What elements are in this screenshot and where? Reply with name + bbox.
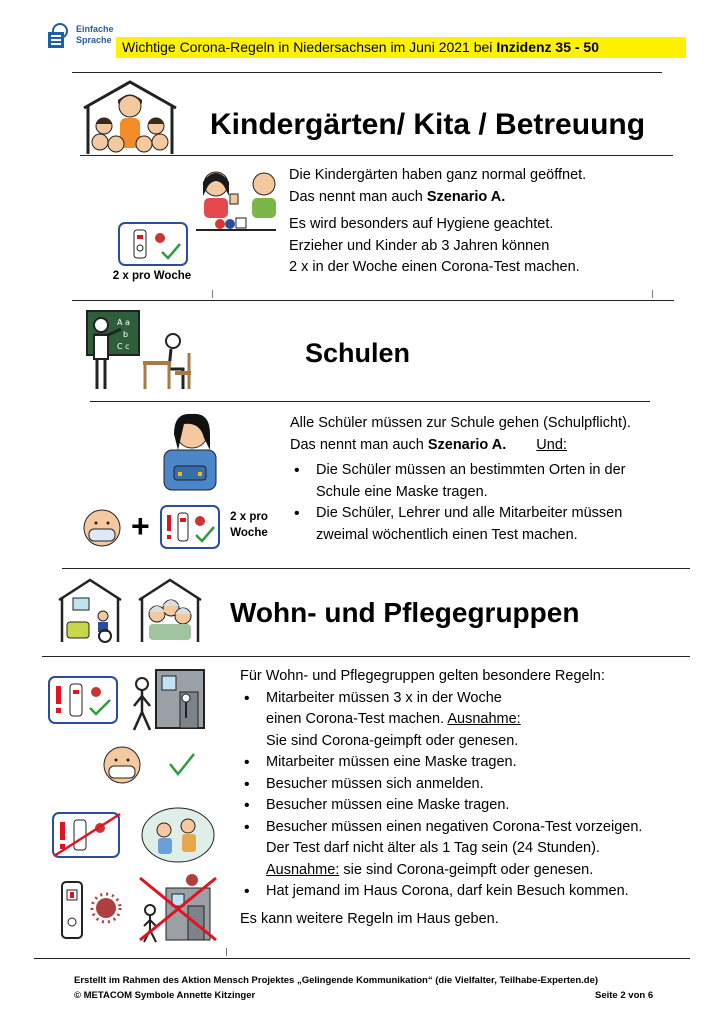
list-item: • Mitarbeiter müssen eine Maske tragen.	[240, 752, 642, 774]
banner-incidence: Inzidenz 35 - 50	[496, 39, 600, 55]
kita-house-icon	[80, 78, 180, 156]
schulen-und: Und:	[536, 436, 567, 453]
page-number: Seite 2 von 6	[595, 990, 654, 1001]
divider	[62, 568, 690, 569]
wohn-bullets	[240, 688, 642, 903]
divider	[90, 401, 650, 402]
svg-text:A a: A a	[117, 318, 130, 327]
schulen-text	[290, 413, 631, 546]
divider	[72, 72, 662, 73]
kita-title: Kindergärten/ Kita / Betreuung	[210, 108, 646, 141]
crossed-test-icon	[52, 812, 122, 858]
logo-text-line-2: Sprache	[76, 35, 112, 45]
footer-credit: Erstellt im Rahmen des Aktion Mensch Projektes „Gelingende Kommunikation“ (die Vielfalter, Teilhabe-Experten.de)	[74, 975, 599, 986]
logo-text	[76, 24, 114, 46]
kita-line-1: Die Kindergärten haben ganz normal geöffnet.	[289, 167, 587, 183]
divider	[34, 958, 690, 959]
masked-face-icon	[98, 745, 148, 785]
schulen-line-2: Das nennt man auch Szenario A. Und:	[290, 436, 567, 453]
wohn-test-icon	[48, 676, 118, 724]
wohn-intro: Für Wohn- und Pflegegruppen gelten besondere Regeln:	[240, 668, 605, 684]
teacher-classroom-icon	[85, 305, 195, 393]
svg-text:b: b	[123, 330, 129, 339]
logo-text-line-1: Einfache	[76, 24, 114, 34]
kita-line-5: 2 x in der Woche einen Corona-Test machen.	[289, 259, 580, 275]
kita-line-2: Das nennt man auch Szenario A.	[289, 188, 506, 205]
tick-mark	[212, 290, 213, 298]
kita-line-3: Es wird besonders auf Hygiene geachtet.	[289, 216, 554, 232]
divider	[80, 155, 673, 156]
wohn-outro: Es kann weitere Regeln im Haus geben.	[240, 910, 499, 927]
list-item: • Die Schüler, Lehrer und alle Mitarbeiter müssen zweimal wöchentlich einen Test machen.	[290, 503, 631, 546]
kita-test-icon	[118, 222, 188, 266]
kita-line-4: Erzieher und Kinder ab 3 Jahren können	[289, 237, 550, 254]
plus-icon: +	[131, 508, 150, 544]
schulen-title: Schulen	[305, 338, 411, 368]
visitors-icon	[140, 806, 216, 864]
staff-door-icon	[128, 668, 208, 734]
list-item: • Mitarbeiter müssen 3 x in der Woche einen Corona-Test machen. Ausnahme: Sie sind Corona-geimpft oder genesen.	[240, 688, 642, 753]
check-icon	[168, 752, 196, 778]
wohn-title: Wohn- und Pflegegruppen	[230, 597, 580, 628]
einfache-sprache-logo	[46, 22, 116, 52]
divider	[42, 656, 690, 657]
wohngruppe-house-icon	[57, 578, 123, 644]
list-item: • Besucher müssen eine Maske tragen.	[240, 795, 642, 817]
tick-mark	[226, 948, 227, 956]
no-visit-icon	[136, 872, 220, 944]
schulen-test-caption: 2 x pro Woche	[230, 511, 268, 539]
list-item: • Besucher müssen sich anmelden.	[240, 774, 642, 796]
tick-mark	[652, 290, 653, 298]
footer-copyright: © METACOM Symbole Annette Kitzinger	[74, 990, 256, 1001]
schulen-line-1: Alle Schüler müssen zur Schule gehen (Schulpflicht).	[290, 415, 631, 431]
list-item: • Die Schüler müssen an bestimmten Orten in der Schule eine Maske tragen.	[290, 460, 631, 503]
header-banner	[116, 37, 686, 58]
banner-text: Wichtige Corona-Regeln in Niedersachsen im Juni 2021 bei	[122, 39, 497, 55]
pupil-backpack-icon	[160, 410, 220, 492]
svg-text:C c: C c	[117, 342, 130, 351]
schulen-bullets	[290, 460, 631, 546]
kita-text	[289, 165, 586, 279]
divider	[72, 300, 674, 301]
kita-scenario: Szenario A.	[426, 188, 506, 205]
list-item: • Besucher müssen einen negativen Corona-Test vorzeigen. Der Test darf nicht älter als 1 Tag sein (24 Stunden). Ausnahme: sie sind Corona-geimpft oder genesen.	[240, 817, 642, 882]
kita-test-caption: 2 x pro Woche	[112, 270, 192, 282]
schulen-scenario: Szenario A.	[427, 436, 507, 453]
rapid-test-virus-icon	[60, 878, 126, 942]
wohn-text	[240, 666, 642, 930]
schulen-test-icon	[160, 505, 220, 549]
list-item: • Hat jemand im Haus Corona, darf kein Besuch kommen.	[240, 881, 642, 903]
face-mask-icon	[82, 508, 122, 548]
pflegegruppe-house-icon	[137, 578, 203, 644]
kita-children-icon	[196, 166, 276, 232]
logo-icon	[46, 22, 74, 52]
